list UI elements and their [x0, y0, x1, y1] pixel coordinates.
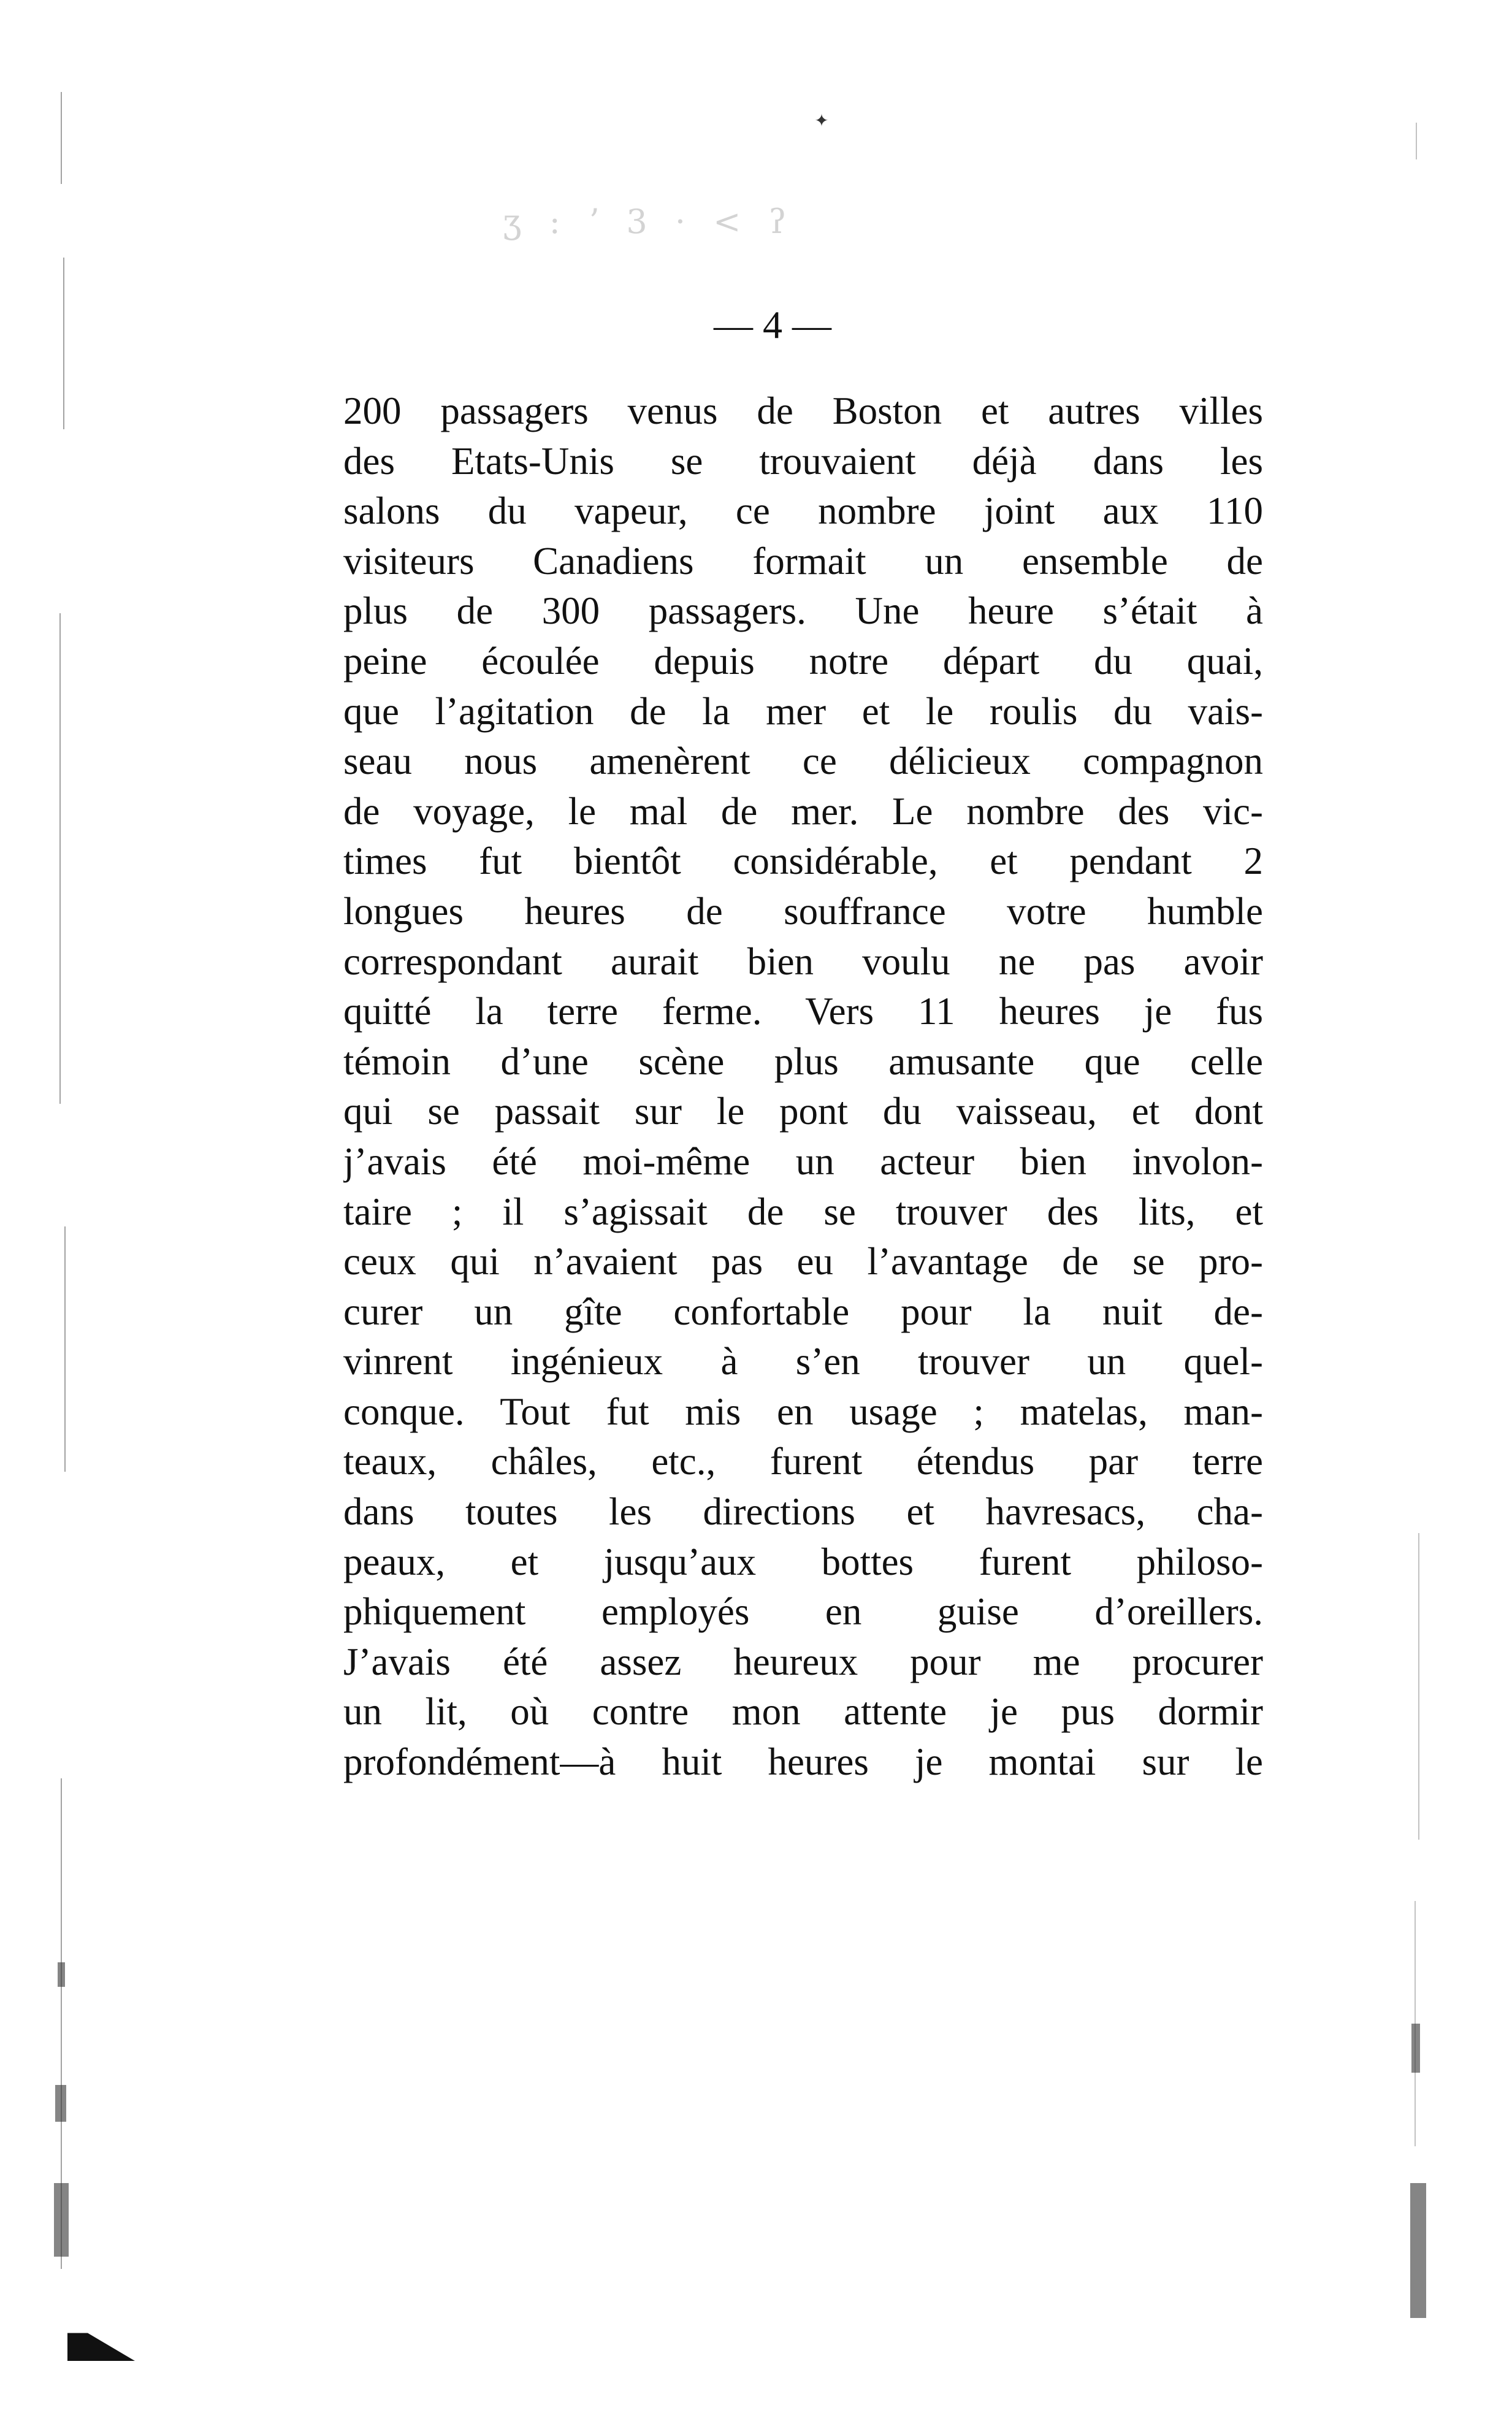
- text-line: taire ; il s’agissait de se trouver des lits, et: [343, 1190, 1263, 1233]
- right-binding-edge: [1398, 0, 1447, 2421]
- text-line: peaux, et jusqu’aux bottes furent philoso-: [343, 1540, 1263, 1583]
- text-line: j’avais été moi-même un acteur bien involon-: [343, 1139, 1263, 1183]
- left-binding-edge: [37, 0, 86, 2421]
- text-line: seau nous amenèrent ce délicieux compagnon: [343, 740, 1263, 783]
- text-line: des Etats-Unis se trouvaient déjà dans les: [343, 439, 1263, 483]
- text-line: dans toutes les directions et havresacs, cha-: [343, 1490, 1263, 1534]
- text-line: J’avais été assez heureux pour me procurer: [343, 1640, 1263, 1683]
- text-line: correspondant aurait bien voulu ne pas avoir: [343, 939, 1263, 983]
- text-line: times fut bientôt considérable, et pendant 2: [343, 840, 1263, 883]
- text-line: vinrent ingénieux à s’en trouver un quel-: [343, 1340, 1263, 1383]
- text-line: phiquement employés en guise d’oreillers.: [343, 1590, 1263, 1634]
- text-line: longues heures de souffrance votre humble: [343, 889, 1263, 933]
- text-line: peine écoulée depuis notre départ du quai,: [343, 639, 1263, 683]
- text-line: que l’agitation de la mer et le roulis du vais-: [343, 689, 1263, 733]
- text-line: conque. Tout fut mis en usage ; matelas, man-: [343, 1390, 1263, 1433]
- text-line: témoin d’une scène plus amusante que celle: [343, 1039, 1263, 1083]
- page-number: — 4 —: [714, 303, 831, 346]
- body-text: [343, 386, 1263, 1788]
- text-line: profondément—à huit heures je montai sur le: [343, 1740, 1263, 1784]
- faded-library-stamp: ʒ : ʼ 3 · < ʔ: [503, 202, 795, 241]
- top-ornament-mark: ✦: [814, 110, 829, 131]
- text-line: visiteurs Canadiens formait un ensemble de: [343, 539, 1263, 583]
- text-line: teaux, châles, etc., furent étendus par terre: [343, 1440, 1263, 1483]
- text-line: quitté la terre ferme. Vers 11 heures je fus: [343, 990, 1263, 1033]
- text-line: ceux qui n’avaient pas eu l’avantage de se pro-: [343, 1240, 1263, 1283]
- text-line: un lit, où contre mon attente je pus dormir: [343, 1690, 1263, 1734]
- text-line: plus de 300 passagers. Une heure s’était à: [343, 589, 1263, 633]
- text-line: curer un gîte confortable pour la nuit de-: [343, 1290, 1263, 1333]
- text-line: salons du vapeur, ce nombre joint aux 110: [343, 489, 1263, 533]
- text-line: 200 passagers venus de Boston et autres villes: [343, 389, 1263, 432]
- text-line: de voyage, le mal de mer. Le nombre des vic-: [343, 789, 1263, 833]
- text-line: qui se passait sur le pont du vaisseau, et dont: [343, 1090, 1263, 1133]
